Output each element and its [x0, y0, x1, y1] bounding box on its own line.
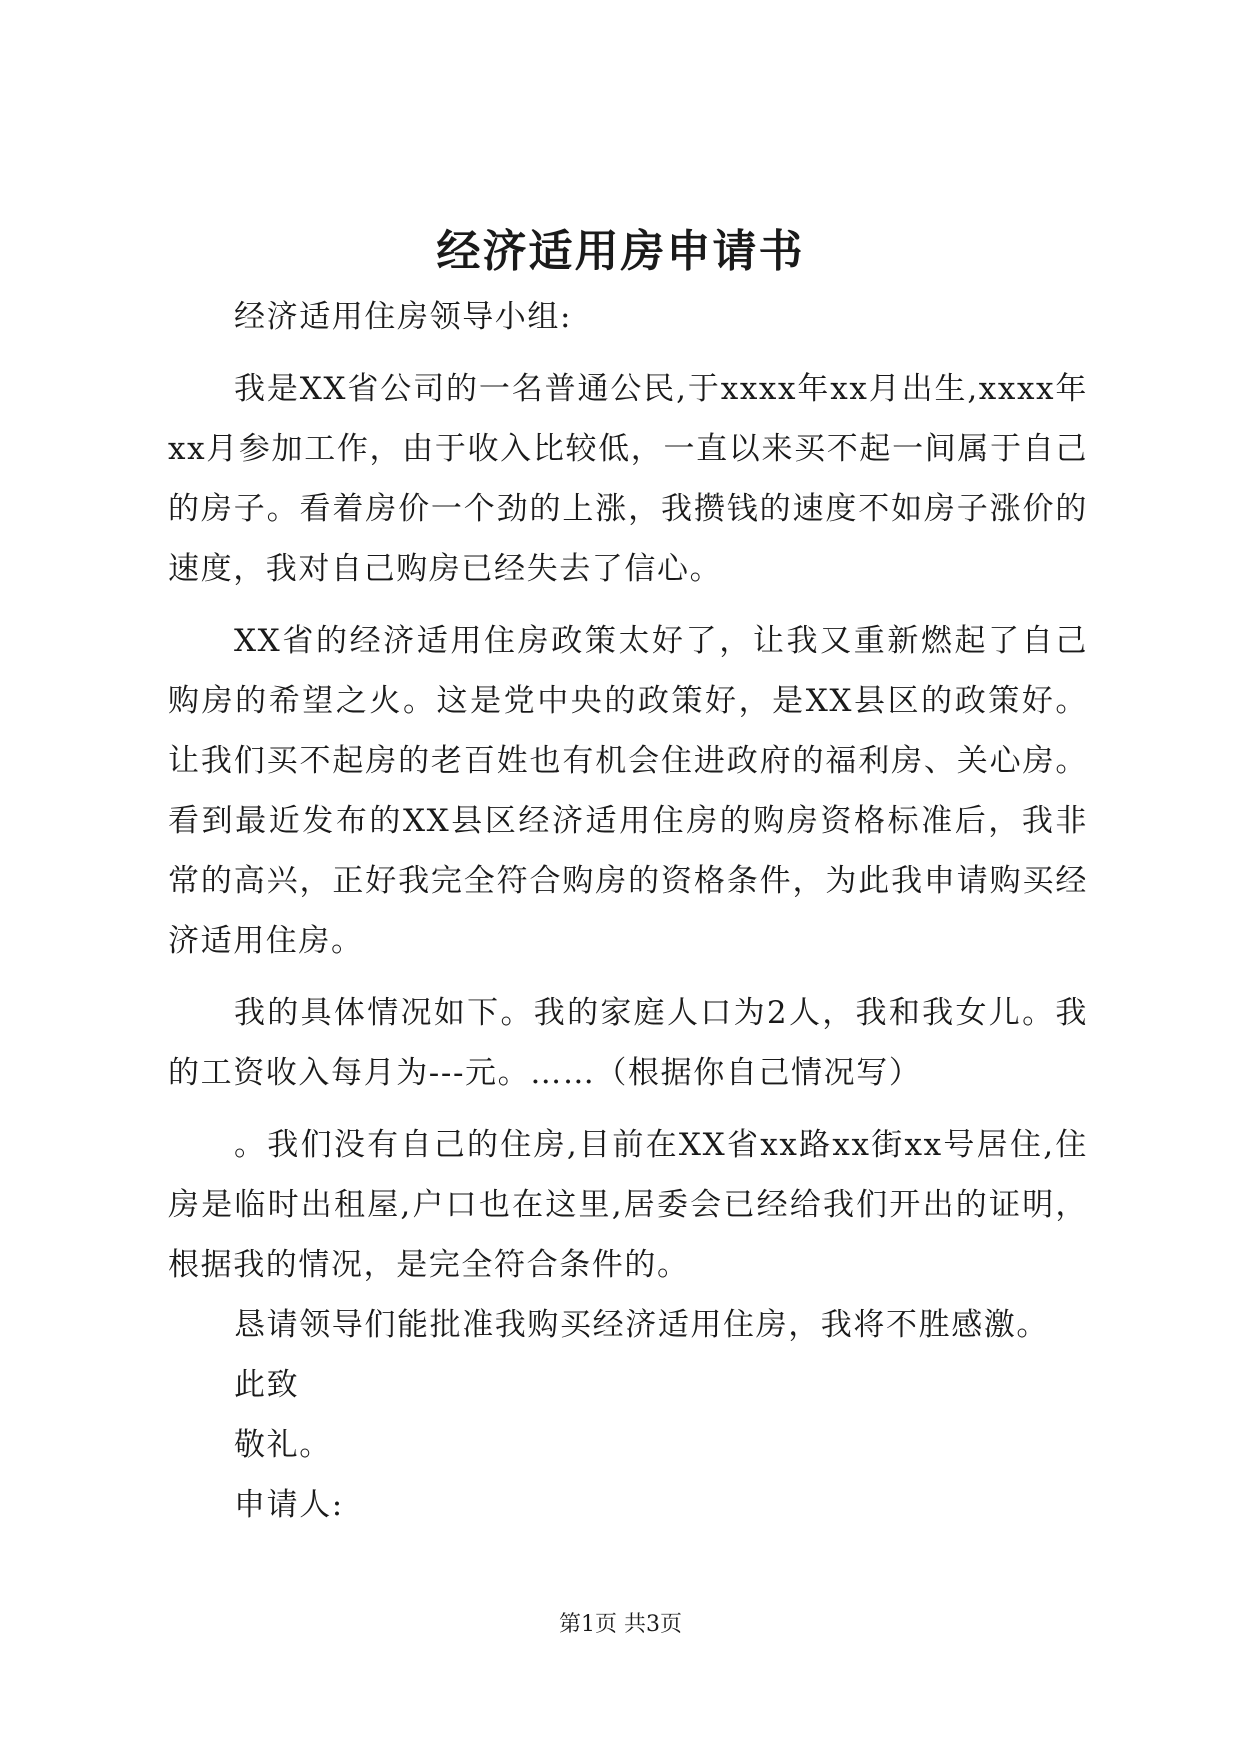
closing-jingli: 敬礼。 [234, 1427, 332, 1463]
paragraph-family-situation: 我的具体情况如下。我的家庭人口为2人，我和我女儿。我的工资收入每月为---元。……（根据你自己情况写） [168, 995, 1088, 1091]
paragraph-personal-info: 我是XX省公司的一名普通公民,于xxxx年xx月出生,xxxx年xx月参加工作，由于收入比较低，一直以来买不起一间属于自己的房子。看着房价一个劲的上涨，我攒钱的速度不如房子涨价的速度，我对自己购房已经失去了信心。 [168, 371, 1088, 587]
salutation: 经济适用住房领导小组: [234, 299, 573, 335]
paragraph-policy: XX省的经济适用住房政策太好了，让我又重新燃起了自己购房的希望之火。这是党中央的政策好，是XX县区的政策好。让我们买不起房的老百姓也有机会住进政府的福利房、关心房。看到最近发布的XX县区经济适用住房的购房资格标准后，我非常的高兴，正好我完全符合购房的资格条件，为此我申请购买经济适用住房。 [168, 623, 1088, 959]
page-number: 第1页 共3页 [559, 1612, 682, 1637]
document-body [168, 287, 1088, 1535]
page-footer [0, 1610, 1241, 1640]
applicant-label: 申请人: [234, 1487, 344, 1523]
closing-zhici: 此致 [234, 1367, 300, 1403]
paragraph-residence: 。我们没有自己的住房,目前在XX省xx路xx街xx号居住,住房是临时出租屋,户口也在这里,居委会已经给我们开出的证明，根据我的情况，是完全符合条件的。 [168, 1127, 1088, 1283]
paragraph-request: 恳请领导们能批准我购买经济适用住房，我将不胜感激。 [234, 1307, 1049, 1343]
document-title: 经济适用房申请书 [436, 226, 805, 277]
